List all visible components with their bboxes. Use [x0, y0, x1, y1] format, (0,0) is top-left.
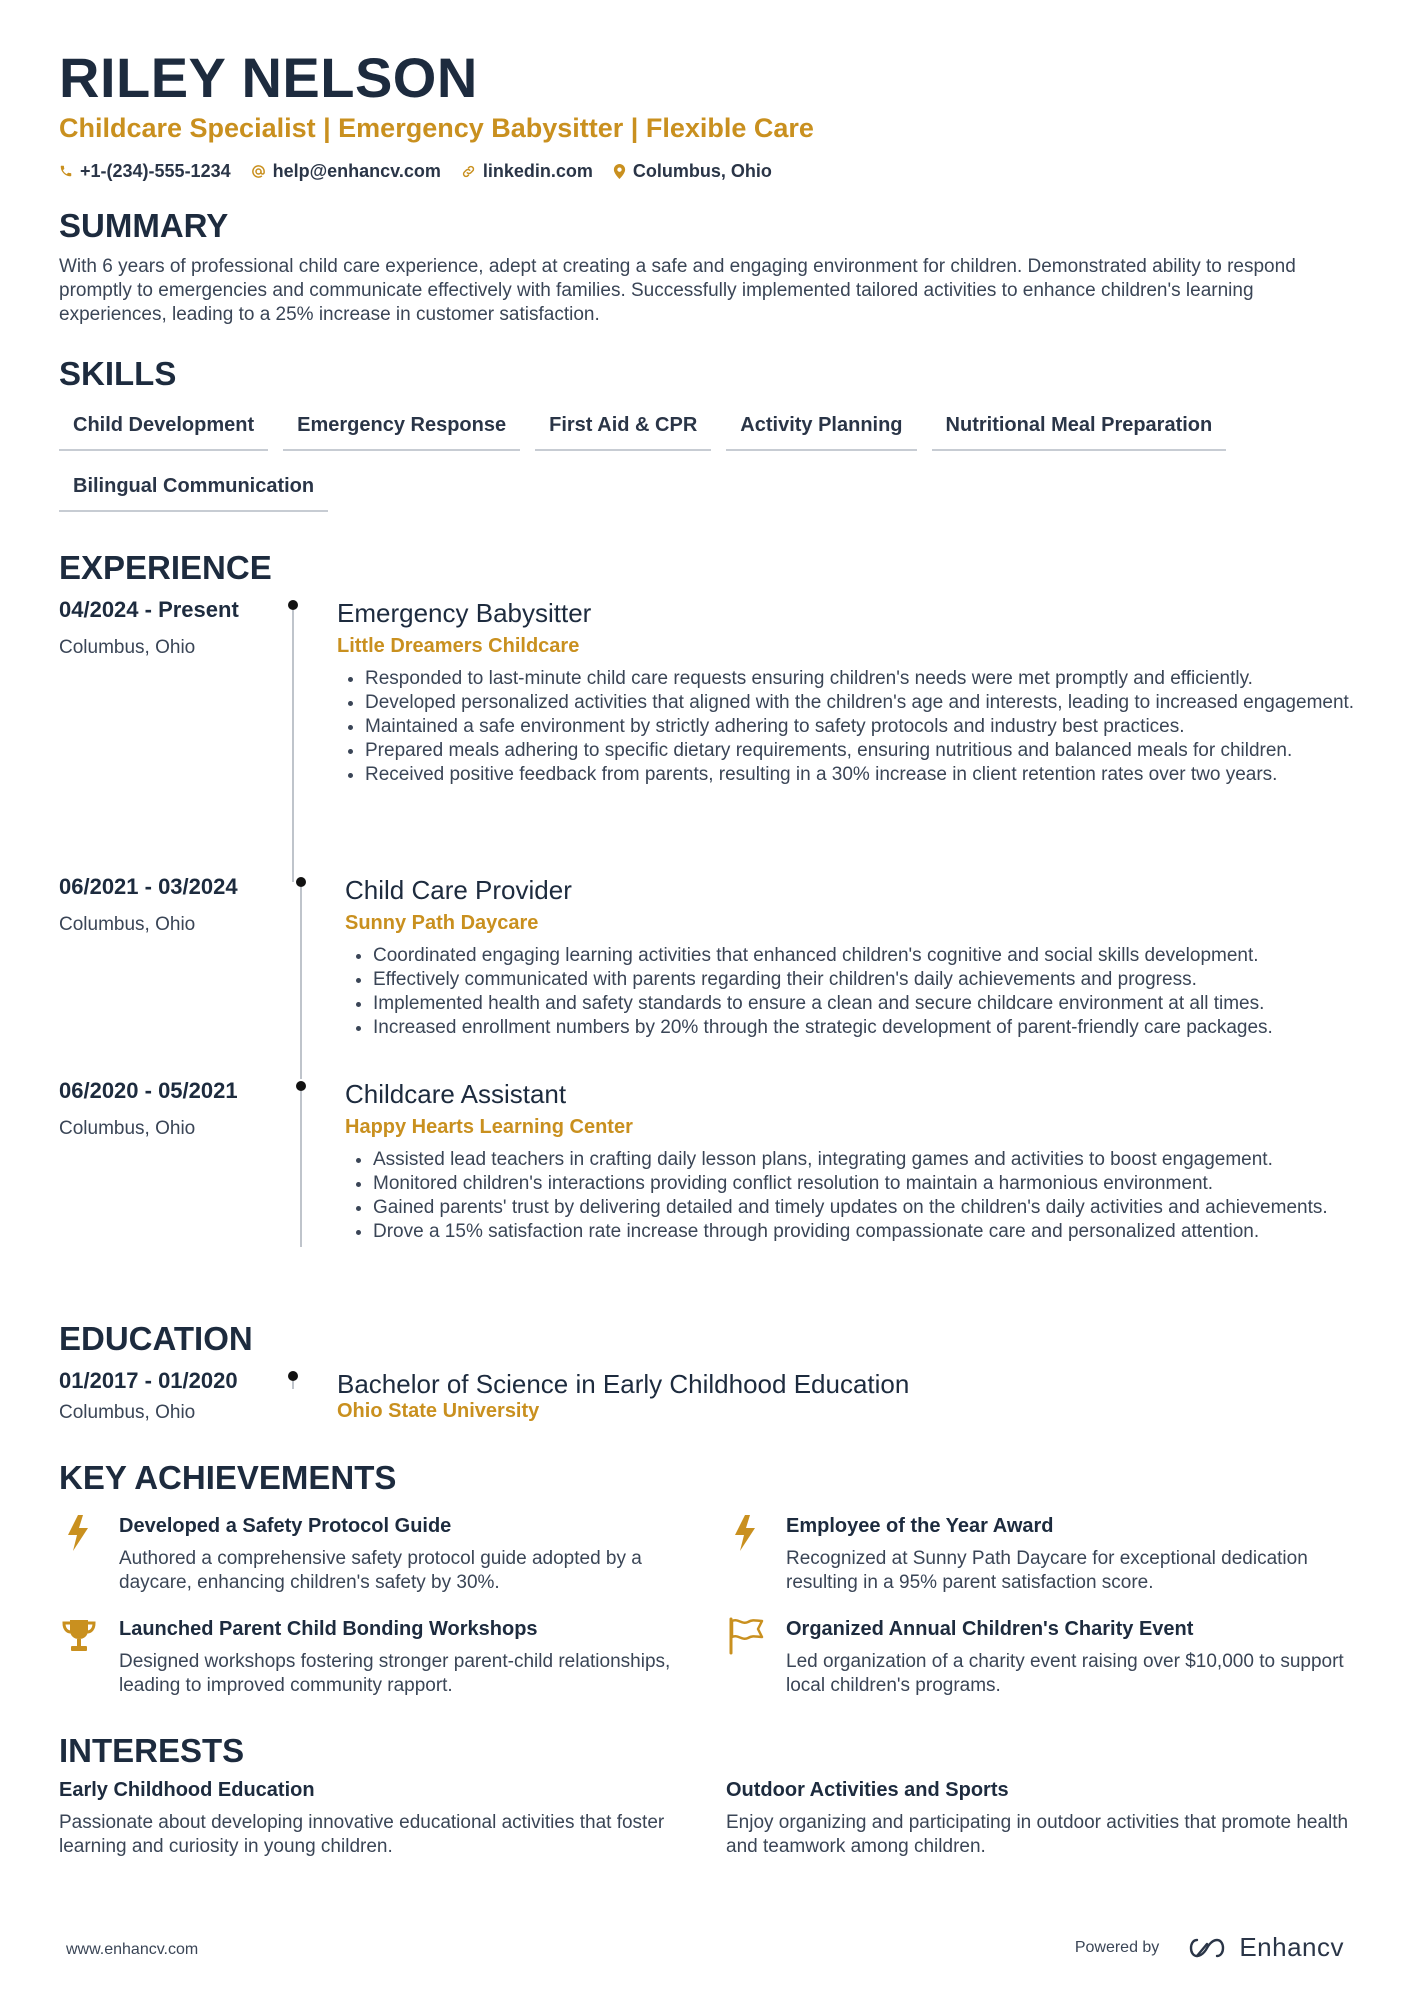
job-role: Childcare Assistant — [345, 1079, 567, 1109]
summary-heading: SUMMARY — [59, 207, 229, 244]
job-dates: 04/2024 - Present — [59, 597, 239, 622]
candidate-subtitle: Childcare Specialist | Emergency Babysitter | Flexible Care — [59, 113, 814, 143]
achievement-desc: Recognized at Sunny Path Daycare for exceptional dedication resulting in a 95% parent satisfaction score. — [786, 1548, 1308, 1593]
timeline-line — [300, 1091, 302, 1247]
job-bullet: • Maintained a safe environment by strictly adhering to safety protocols and industry best practices. — [365, 715, 1359, 739]
achievement-desc: Authored a comprehensive safety protocol guide adopted by a daycare, enhancing children's safety by 30%. — [119, 1548, 642, 1593]
location-pin-icon — [613, 164, 626, 179]
timeline-dot — [288, 1371, 298, 1381]
achievement-title: Organized Annual Children's Charity Event — [786, 1618, 1194, 1640]
linkedin-text: linkedin.com — [482, 161, 593, 181]
job-bullet: • Gained parents' trust by delivering detailed and timely updates on the children's daily activities and achievements. — [373, 1196, 1359, 1220]
link-icon — [461, 164, 476, 179]
achievement-desc: Designed workshops fostering stronger parent-child relationships, leading to improved community rapport. — [119, 1651, 671, 1696]
enhancv-logo-icon — [1185, 1936, 1229, 1960]
job-bullet: • Responded to last-minute child care requests ensuring children's needs were met promptly and efficiently. — [365, 667, 1359, 691]
trophy-icon — [59, 1616, 99, 1656]
job-location: Columbus, Ohio — [59, 914, 196, 935]
contact-location — [613, 158, 772, 184]
footer-branding[interactable] — [1075, 1932, 1344, 1963]
candidate-name: RILEY NELSON — [59, 46, 478, 109]
job-details — [345, 1077, 1359, 1244]
timeline-dot — [296, 877, 306, 887]
job-bullet: • Implemented health and safety standards to ensure a clean and secure childcare environment at all times. — [373, 992, 1359, 1016]
job-details — [337, 596, 1359, 787]
timeline-line — [292, 610, 294, 882]
job-bullets — [337, 667, 1359, 787]
education-school: Ohio State University — [337, 1400, 540, 1422]
job-role: Emergency Babysitter — [337, 598, 592, 628]
job-bullets — [345, 944, 1359, 1040]
job-location: Columbus, Ohio — [59, 637, 196, 658]
interests-heading: INTERESTS — [59, 1732, 245, 1769]
achievement-desc: Led organization of a charity event raising over $10,000 to support local children's programs. — [786, 1651, 1344, 1696]
interest-title: Early Childhood Education — [59, 1779, 315, 1801]
skill-tag: First Aid & CPR — [535, 408, 711, 451]
footer-website[interactable]: www.enhancv.com — [66, 1941, 199, 1958]
at-icon — [251, 164, 266, 179]
skill-tag: Activity Planning — [726, 408, 916, 451]
interest-item — [726, 1777, 1366, 1859]
contact-linkedin[interactable] — [461, 158, 593, 184]
location-text: Columbus, Ohio — [632, 161, 772, 181]
email-text: help@enhancv.com — [272, 161, 441, 181]
job-bullet: • Effectively communicated with parents regarding their children's daily achievements and progress. — [373, 968, 1359, 992]
skill-tag: Bilingual Communication — [59, 469, 328, 512]
interest-item — [59, 1777, 699, 1859]
powered-by-text: Powered by — [1074, 1938, 1160, 1956]
interest-title: Outdoor Activities and Sports — [726, 1779, 1009, 1801]
lightning-icon — [59, 1513, 99, 1553]
skills-heading: SKILLS — [59, 355, 177, 392]
job-role: Child Care Provider — [345, 875, 572, 905]
education-degree: Bachelor of Science in Early Childhood Education — [337, 1369, 910, 1399]
experience-heading: EXPERIENCE — [59, 549, 272, 586]
timeline-dot — [296, 1081, 306, 1091]
achievements-heading: KEY ACHIEVEMENTS — [59, 1459, 397, 1496]
education-details — [337, 1367, 1359, 1424]
timeline-dot — [288, 600, 298, 610]
job-company: Happy Hearts Learning Center — [345, 1116, 633, 1138]
skill-tag: Child Development — [59, 408, 268, 451]
job-bullet: • Increased enrollment numbers by 20% through the strategic development of parent-friendly care packages. — [373, 1016, 1359, 1040]
education-location: Columbus, Ohio — [59, 1402, 196, 1423]
skills-list — [59, 408, 1359, 530]
education-dates: 01/2017 - 01/2020 — [59, 1368, 238, 1393]
education-heading: EDUCATION — [59, 1320, 253, 1357]
job-bullet: • Drove a 15% satisfaction rate increase through providing compassionate care and personalized attention. — [373, 1220, 1359, 1244]
timeline-line — [292, 1381, 294, 1389]
skill-tag: Emergency Response — [283, 408, 520, 451]
job-bullet: • Received positive feedback from parents, resulting in a 30% increase in client retention rates over two years. — [365, 763, 1359, 787]
job-company: Sunny Path Daycare — [345, 912, 539, 934]
interest-desc: Enjoy organizing and participating in outdoor activities that promote health and teamwork among children. — [726, 1812, 1349, 1857]
achievement-title: Launched Parent Child Bonding Workshops — [119, 1618, 538, 1640]
job-company: Little Dreamers Childcare — [337, 635, 580, 657]
interest-desc: Passionate about developing innovative educational activities that foster learning and curiosity in young children. — [59, 1812, 665, 1857]
job-bullet: • Assisted lead teachers in crafting daily lesson plans, integrating games and activities to boost engagement. — [373, 1148, 1359, 1172]
phone-text: +1-(234)-555-1234 — [80, 161, 231, 181]
job-bullet: • Monitored children's interactions providing conflict resolution to maintain a harmonious environment. — [373, 1172, 1359, 1196]
achievement-title: Developed a Safety Protocol Guide — [119, 1515, 452, 1537]
job-bullet: • Developed personalized activities that aligned with the children's age and interests, leading to increased engagement. — [365, 691, 1359, 715]
job-dates: 06/2021 - 03/2024 — [59, 874, 238, 899]
job-bullet: • Prepared meals adhering to specific dietary requirements, ensuring nutritious and balanced meals for children. — [365, 739, 1359, 763]
skill-tag: Nutritional Meal Preparation — [932, 408, 1227, 451]
job-details — [345, 873, 1359, 1040]
timeline-line — [300, 887, 302, 1079]
job-bullets — [345, 1148, 1359, 1244]
contact-bar — [59, 158, 792, 184]
job-dates: 06/2020 - 05/2021 — [59, 1078, 238, 1103]
contact-email[interactable] — [251, 158, 441, 184]
brand-name: Enhancv — [1239, 1932, 1344, 1962]
lightning-icon — [726, 1513, 766, 1553]
achievement-title: Employee of the Year Award — [786, 1515, 1054, 1537]
contact-phone[interactable] — [59, 158, 231, 184]
job-bullet: • Coordinated engaging learning activities that enhanced children's cognitive and social skills development. — [373, 944, 1359, 968]
job-location: Columbus, Ohio — [59, 1118, 196, 1139]
summary-text: With 6 years of professional child care experience, adept at creating a safe and engaging environment for children. Demonstrated ability to respond promptly to emergencies and communicate effectively with families. Successfully implemented tailored activities to enhance children's learning experiences, leading to a 25% increase in customer satisfaction. — [59, 256, 1296, 325]
flag-icon — [726, 1616, 766, 1656]
phone-icon — [59, 164, 73, 178]
